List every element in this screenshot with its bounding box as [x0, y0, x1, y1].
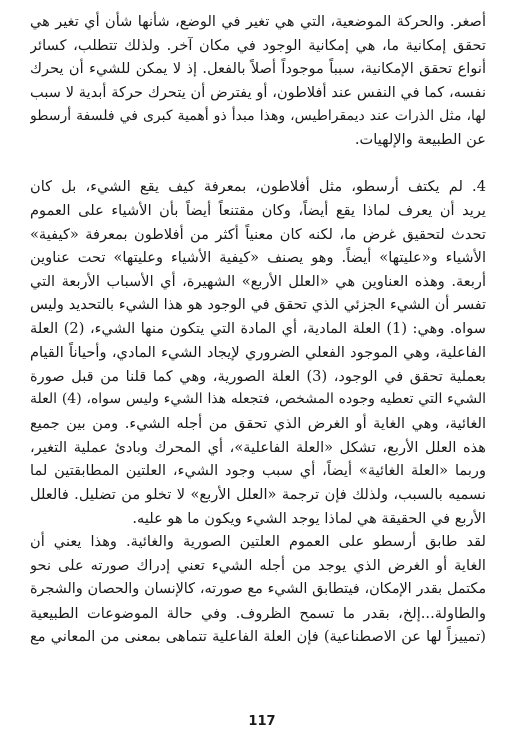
text-line: سواه. وهي: (1) العلة المادية، أي المادة التي يتكون منها الشيء، (2) العلة [30, 320, 486, 338]
text-line: (تمييزاً لها عن الاصطناعية) فإن العلة الفاعلية تتماهى بمعنى من المعاني مع [30, 628, 486, 646]
page-number: 117 [248, 714, 276, 729]
text-line: عن الطبيعة والإلهيات. [354, 131, 486, 149]
paragraph-1 [30, 10, 486, 152]
text-line: أربعة. وهذه العناوين هي «العلل الأربع» الشهيرة، أي الأسباب الأربعة التي [30, 272, 486, 290]
text-line: أنواع تحقق الإمكانية، سبباً موجوداً أصلاً بالفعل. إذ لا يمكن للشيء أن يحرك [30, 60, 486, 78]
text-line: وربما «العلة الغائية» أيضاً، أي سبب وجود الشيء، العلتين المطابقتين لما [30, 462, 486, 480]
text-line: مكتمل بقدر الإمكان، فيتطابق الشيء مع صورته، كالإنسان والحصان والشجرة [30, 580, 486, 597]
text-line: الغائية، وهي الغاية أو الغرض الذي تحقق من أجله الشيء. ومن بين جميع [30, 415, 486, 432]
text-line: لها، مثل الذرات عند ديمقراطيس، وهذا مبدأ ذو أهمية كبرى في فلسفة أرسطو [30, 107, 486, 124]
text-line: الغاية أو الغرض الذي يوجد من أجله الشيء تعني إدراك صورته على نحو [30, 557, 486, 575]
text-line: يريد أن يعرف لماذا يقع أيضاً، وكان مقتنعاً أيضاً بأن الأشياء على العموم [30, 201, 486, 219]
text-line: أصغر. والحركة الموضعية، التي هي تغير في الوضع، شأنها شأن أي تغير هي [30, 13, 486, 30]
document-page [30, 10, 486, 649]
text-line: نسميه بالسبب، ولذلك فإن ترجمة «العلل الأربع» لا تخلو من تضليل. فالعلل [30, 486, 486, 504]
paragraph-spacer [30, 152, 486, 175]
paragraph-3 [30, 530, 486, 648]
text-line: نفسه، كما في النفس عند أفلاطون، أو يفترض أن يتحرك حركة أبدية لا سبب [30, 84, 486, 102]
text-line: لقد طابق أرسطو على العموم العلتين الصورية والغائية. وهذا يعني أن [30, 533, 486, 551]
text-line: بعملية تحقق في الوجود، (3) العلة الصورية، وهي كما قلنا من قبل صورة [30, 367, 486, 385]
text-line: تحقق إمكانية ما، هي إمكانية الوجود في مكان آخر. ولذلك تتطلب، كسائر [30, 36, 486, 54]
text-line: والطاولة...إلخ، بقدر ما تسمح الظروف. وفي حالة الموضوعات الطبيعية [30, 604, 486, 622]
text-line: تحدث لتحقيق غرض ما، لكنه كان معنياً أكثر من أفلاطون بمعرفة «كيفية» [30, 225, 486, 243]
text-line: الأربع في الحقيقة هي لماذا يوجد الشيء ويكون ما هو عليه. [132, 509, 486, 527]
text-line: الشيء التي تعطيه وجوده المشخص، فتجعله هذا الشيء وليس سواه، (4) العلة [30, 391, 486, 408]
text-line: تفسر أن الشيء الجزئي الذي تحقق في الوجود هو هذا الشيء بالتحديد وليس [30, 296, 486, 313]
text-line: 4. لم يكتف أرسطو، مثل أفلاطون، بمعرفة كيف يقع الشيء، بل كان [30, 178, 486, 196]
text-line: الأشياء و«عليتها» أيضاً. وهو يصنف «كيفية الأشياء وعليتها» تحت عناوين [30, 249, 486, 267]
text-line: الفاعلية، وهي الموجود الفعلي الضروري لإيجاد الشيء المادي، وأحياناً القيام [30, 343, 486, 361]
text-line: هذه العلل الأربع، تشكل «العلة الفاعلية»، أي المحرك وبادئ عملية التغير، [30, 438, 486, 456]
paragraph-2 [30, 175, 486, 530]
